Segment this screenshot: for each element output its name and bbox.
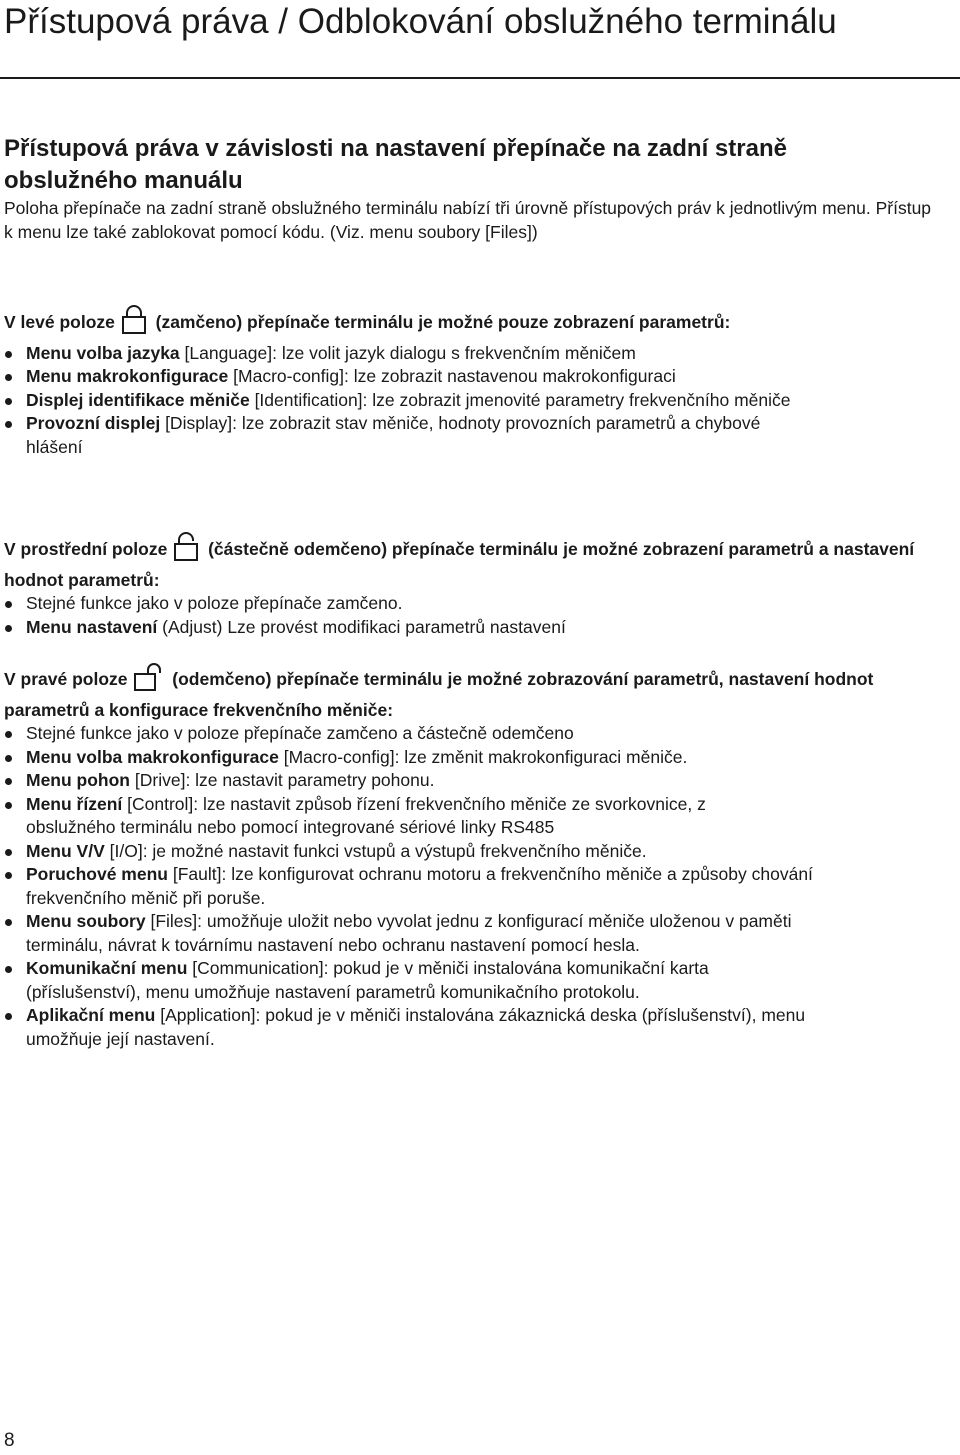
right-position-block [4, 662, 944, 1051]
list-item-text: [I/O]: je možné nastavit funkci vstupů a výstupů frekvenčního měniče. [104, 840, 647, 861]
list-item [4, 840, 944, 864]
list-item-lead: Menu makrokonfigurace [26, 366, 229, 386]
middle-position-list [4, 592, 944, 639]
list-item [4, 365, 944, 389]
page-title: Přístupová práva / Odblokování obslužného terminálu [4, 2, 837, 41]
list-item-lead: Poruchové menu [26, 864, 168, 884]
list-item-text: [Macro-config]: lze změnit makrokonfiguraci měniče. [278, 746, 688, 767]
list-item-text: [Control]: lze nastavit způsob řízení frekvenčního měniče ze svorkovnice, z obslužného terminálu nebo pomocí integrované sériové linky RS485 [26, 793, 706, 837]
list-item-lead: Menu pohon [26, 770, 131, 790]
list-item-lead: Menu nastavení [26, 616, 158, 637]
list-item-lead: Menu volba jazyka [26, 342, 180, 363]
left-position-heading-end: (zamčeno) přepínače terminálu je možné pouze zobrazení parametrů: [155, 312, 731, 332]
list-item [4, 616, 944, 640]
section-heading-line-1: Přístupová práva v závislosti na nastavení přepínače na zadní straně [4, 135, 787, 162]
left-position-block [4, 305, 944, 459]
left-position-heading [4, 305, 944, 342]
right-position-heading-start: V pravé poloze [4, 669, 128, 689]
list-item-lead: Displej identifikace měniče [26, 389, 250, 410]
section-heading-line-2: obslužného manuálu [4, 167, 243, 194]
list-item-text: Stejné funkce jako v poloze přepínače zamčeno a částečně odemčeno [26, 723, 574, 743]
list-item-text: [Files]: umožňuje uložit nebo vyvolat jednu z konfigurací měniče uloženou v paměti terminálu, návrat k továrnímu nastavení nebo ochranu nastavení pomocí hesla. [26, 911, 792, 955]
list-item-lead: Menu řízení [26, 793, 123, 814]
list-item-text: Stejné funkce jako v poloze přepínače zamčeno. [26, 593, 403, 613]
right-position-list [4, 722, 944, 1051]
list-item [4, 342, 944, 366]
list-item-lead: Menu V/V [26, 840, 105, 861]
middle-position-heading-start: V prostřední poloze [4, 539, 168, 559]
middle-position-heading [4, 532, 934, 592]
list-item [4, 1004, 866, 1051]
list-item-lead: Provozní displej [26, 413, 161, 433]
list-item [4, 412, 776, 459]
right-position-heading [4, 662, 934, 722]
lock-half-open-icon [173, 532, 199, 569]
list-item-text: [Identification]: lze zobrazit jmenovité parametry frekvenčního měniče [249, 389, 791, 410]
list-item-text: [Display]: lze zobrazit stav měniče, hodnoty provozních parametrů a chybové hlášení [26, 413, 761, 457]
list-item-text: [Fault]: lze konfigurovat ochranu motoru a frekvenčního měniče a způsoby chování frekvenčního měnič při poruše. [26, 864, 813, 908]
list-item-text: [Language]: lze volit jazyk dialogu s frekvenčním měničem [179, 342, 636, 363]
list-item [4, 793, 786, 840]
list-item-text: [Application]: pokud je v měniči instalována zákaznická deska (příslušenství), menu umožňuje její nastavení. [26, 1005, 806, 1049]
list-item [4, 592, 944, 616]
list-item-text: [Macro-config]: lze zobrazit nastavenou makrokonfiguraci [228, 366, 676, 386]
list-item [4, 769, 944, 793]
intro-paragraph: Poloha přepínače na zadní straně obslužného terminálu nabízí tři úrovně přístupových práv k jednotlivým menu. Přístup k menu lze také zablokovat pomocí kódu. (Viz. menu soubory [Files]) [4, 198, 932, 242]
list-item-text: [Drive]: lze nastavit parametry pohonu. [130, 770, 435, 790]
right-position-heading-end: (odemčeno) přepínače terminálu je možné zobrazování parametrů, nastavení hodnot parametrů a konfigurace frekvenčního měniče: [4, 669, 874, 720]
list-item-text: [Communication]: pokud je v měniči instalována komunikační karta (příslušenství), menu umožňuje nastavení parametrů komunikačního protokolu. [26, 958, 709, 1002]
left-position-heading-start: V levé poloze [4, 312, 115, 332]
list-item [4, 957, 806, 1004]
list-item-lead: Aplikační menu [26, 1005, 156, 1025]
section-heading [4, 133, 787, 197]
left-position-list [4, 342, 944, 460]
lock-closed-icon [121, 305, 147, 342]
list-item [4, 910, 816, 957]
list-item-lead: Menu soubory [26, 911, 146, 931]
list-item-lead: Menu volba makrokonfigurace [26, 746, 279, 767]
list-item [4, 746, 944, 770]
list-item-lead: Komunikační menu [26, 958, 188, 978]
list-item [4, 722, 944, 746]
page-number: 8 [4, 1430, 15, 1451]
title-divider [0, 77, 960, 79]
middle-position-heading-end: (částečně odemčeno) přepínače terminálu je možné zobrazení parametrů a nastavení hodnot parametrů: [4, 539, 915, 590]
list-item [4, 863, 846, 910]
lock-open-icon [133, 662, 163, 699]
middle-position-block [4, 532, 944, 639]
list-item-text: (Adjust) Lze provést modifikaci parametrů nastavení [157, 616, 566, 637]
list-item [4, 389, 826, 413]
